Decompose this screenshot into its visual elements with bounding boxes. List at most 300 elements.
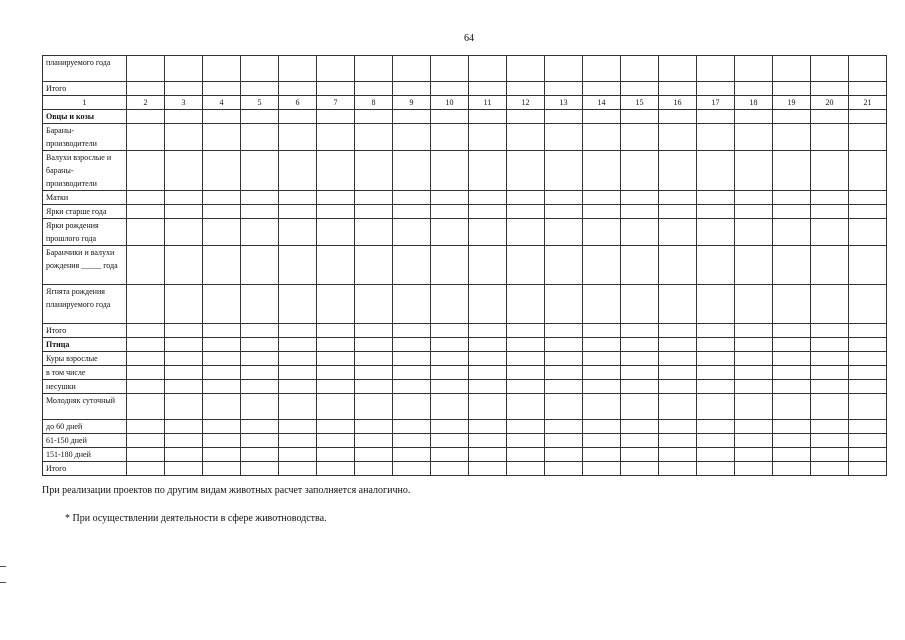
table-cell — [697, 285, 735, 324]
table-cell — [621, 380, 659, 394]
table-cell — [279, 338, 317, 352]
table-cell — [279, 56, 317, 82]
table-cell — [203, 56, 241, 82]
table-cell — [393, 448, 431, 462]
table-cell — [811, 191, 849, 205]
table-cell — [583, 394, 621, 420]
table-cell — [507, 191, 545, 205]
table-cell — [355, 434, 393, 448]
table-cell — [697, 324, 735, 338]
table-cell — [431, 191, 469, 205]
table-cell — [241, 151, 279, 191]
table-cell — [773, 394, 811, 420]
table-cell — [203, 352, 241, 366]
table-cell — [279, 124, 317, 151]
row-label: Итого — [43, 462, 127, 476]
table-cell — [165, 338, 203, 352]
table-cell — [735, 448, 773, 462]
table-cell — [241, 448, 279, 462]
table-cell — [279, 394, 317, 420]
table-cell — [545, 56, 583, 82]
table-cell — [773, 352, 811, 366]
table-cell — [203, 82, 241, 96]
table-cell — [659, 434, 697, 448]
table-cell — [735, 110, 773, 124]
table-cell — [507, 205, 545, 219]
table-cell — [583, 82, 621, 96]
table-cell — [431, 124, 469, 151]
table-cell — [811, 285, 849, 324]
table-cell — [849, 324, 887, 338]
table-cell — [621, 219, 659, 246]
table-cell — [659, 219, 697, 246]
table-cell — [127, 82, 165, 96]
table-cell — [697, 246, 735, 285]
table-cell — [849, 448, 887, 462]
table-cell — [317, 82, 355, 96]
table-cell — [621, 338, 659, 352]
row-label: Молодняк суточный — [43, 394, 127, 420]
column-number-row — [43, 96, 887, 110]
table-cell — [849, 420, 887, 434]
table-row — [43, 338, 887, 352]
table-cell — [203, 338, 241, 352]
table-cell — [431, 420, 469, 434]
table-cell — [317, 352, 355, 366]
table-cell — [127, 56, 165, 82]
table-cell — [659, 151, 697, 191]
table-cell — [241, 324, 279, 338]
table-cell — [735, 352, 773, 366]
table-cell — [431, 448, 469, 462]
table-cell — [811, 338, 849, 352]
column-number: 15 — [621, 96, 659, 110]
table-cell — [659, 285, 697, 324]
table-cell — [393, 246, 431, 285]
table-cell — [393, 56, 431, 82]
table-cell — [697, 151, 735, 191]
table-cell — [165, 324, 203, 338]
column-number: 4 — [203, 96, 241, 110]
table-cell — [507, 380, 545, 394]
table-cell — [773, 219, 811, 246]
table-cell — [165, 205, 203, 219]
table-cell — [317, 110, 355, 124]
table-cell — [241, 110, 279, 124]
table-cell — [773, 205, 811, 219]
table-cell — [127, 338, 165, 352]
row-label: Птица — [43, 338, 127, 352]
table-row — [43, 448, 887, 462]
table-cell — [697, 352, 735, 366]
table-cell — [849, 82, 887, 96]
row-label: до 60 дней — [43, 420, 127, 434]
table-cell — [241, 434, 279, 448]
table-cell — [811, 394, 849, 420]
table-cell — [507, 352, 545, 366]
table-cell — [507, 82, 545, 96]
table-cell — [583, 324, 621, 338]
table-cell — [279, 191, 317, 205]
table-cell — [355, 448, 393, 462]
table-cell — [317, 448, 355, 462]
table-row — [43, 205, 887, 219]
table-cell — [203, 191, 241, 205]
table-cell — [545, 151, 583, 191]
table-row — [43, 352, 887, 366]
table-cell — [127, 110, 165, 124]
table-cell — [203, 205, 241, 219]
table-cell — [849, 434, 887, 448]
table-cell — [621, 324, 659, 338]
table-row — [43, 191, 887, 205]
table-cell — [469, 324, 507, 338]
table-cell — [203, 420, 241, 434]
table-cell — [127, 324, 165, 338]
table-cell — [811, 434, 849, 448]
table-cell — [241, 394, 279, 420]
table-cell — [659, 110, 697, 124]
table-cell — [279, 448, 317, 462]
table-cell — [393, 352, 431, 366]
table-cell — [241, 82, 279, 96]
table-cell — [583, 352, 621, 366]
table-cell — [431, 434, 469, 448]
table-cell — [811, 82, 849, 96]
table-cell — [279, 110, 317, 124]
table-cell — [773, 246, 811, 285]
table-cell — [127, 246, 165, 285]
note-other-animals: При реализации проектов по другим видам животных расчет заполняется аналогично. — [42, 485, 411, 496]
table-row — [43, 462, 887, 476]
table-cell — [545, 420, 583, 434]
table-cell — [317, 338, 355, 352]
table-cell — [659, 366, 697, 380]
table-cell — [431, 366, 469, 380]
table-cell — [393, 338, 431, 352]
table-cell — [583, 380, 621, 394]
table-cell — [241, 191, 279, 205]
table-row — [43, 285, 887, 324]
table-cell — [393, 219, 431, 246]
table-cell — [773, 366, 811, 380]
livestock-table — [42, 55, 887, 476]
column-number: 10 — [431, 96, 469, 110]
table-cell — [773, 56, 811, 82]
table-cell — [735, 366, 773, 380]
table-cell — [507, 366, 545, 380]
table-cell — [165, 219, 203, 246]
table-cell — [507, 338, 545, 352]
table-cell — [279, 380, 317, 394]
table-cell — [317, 191, 355, 205]
margin-mark — [0, 582, 6, 583]
column-number: 13 — [545, 96, 583, 110]
table-cell — [697, 448, 735, 462]
column-number: 19 — [773, 96, 811, 110]
table-cell — [659, 82, 697, 96]
table-cell — [849, 151, 887, 191]
table-cell — [507, 246, 545, 285]
table-cell — [507, 110, 545, 124]
table-cell — [241, 366, 279, 380]
table-cell — [773, 420, 811, 434]
table-cell — [431, 285, 469, 324]
column-number: 12 — [507, 96, 545, 110]
table-cell — [317, 205, 355, 219]
table-cell — [697, 205, 735, 219]
table-cell — [165, 420, 203, 434]
table-cell — [127, 352, 165, 366]
table-cell — [697, 434, 735, 448]
table-row — [43, 366, 887, 380]
table-cell — [849, 219, 887, 246]
table-cell — [773, 191, 811, 205]
table-cell — [735, 56, 773, 82]
table-cell — [773, 338, 811, 352]
row-label: Бараны-производители — [43, 124, 127, 151]
row-label: Ярки старше года — [43, 205, 127, 219]
row-label: несушки — [43, 380, 127, 394]
table-cell — [393, 434, 431, 448]
table-cell — [469, 338, 507, 352]
table-cell — [127, 151, 165, 191]
table-cell — [773, 110, 811, 124]
table-cell — [393, 285, 431, 324]
margin-mark — [0, 566, 6, 567]
table-cell — [659, 56, 697, 82]
table-cell — [469, 82, 507, 96]
table-cell — [127, 205, 165, 219]
table-cell — [469, 380, 507, 394]
table-cell — [583, 124, 621, 151]
table-cell — [507, 462, 545, 476]
table-cell — [355, 56, 393, 82]
table-cell — [849, 56, 887, 82]
column-number: 17 — [697, 96, 735, 110]
table-cell — [279, 246, 317, 285]
table-cell — [545, 285, 583, 324]
table-cell — [735, 394, 773, 420]
table-cell — [811, 110, 849, 124]
table-cell — [621, 420, 659, 434]
table-cell — [545, 394, 583, 420]
table-cell — [735, 380, 773, 394]
table-cell — [355, 394, 393, 420]
column-number: 6 — [279, 96, 317, 110]
table-cell — [507, 151, 545, 191]
table-cell — [659, 352, 697, 366]
table-cell — [165, 448, 203, 462]
table-cell — [203, 246, 241, 285]
table-cell — [203, 394, 241, 420]
table-cell — [507, 124, 545, 151]
column-number: 16 — [659, 96, 697, 110]
table-cell — [735, 82, 773, 96]
table-cell — [583, 219, 621, 246]
table-cell — [583, 338, 621, 352]
table-cell — [849, 394, 887, 420]
table-cell — [697, 394, 735, 420]
table-cell — [165, 56, 203, 82]
table-cell — [849, 246, 887, 285]
table-cell — [469, 462, 507, 476]
table-cell — [279, 324, 317, 338]
table-cell — [583, 56, 621, 82]
table-row — [43, 219, 887, 246]
table-cell — [431, 352, 469, 366]
table-cell — [545, 338, 583, 352]
table-cell — [431, 246, 469, 285]
table-cell — [621, 110, 659, 124]
table-cell — [545, 324, 583, 338]
row-label: Ярки рождения прошлого года — [43, 219, 127, 246]
table-cell — [317, 394, 355, 420]
table-cell — [735, 151, 773, 191]
table-cell — [545, 82, 583, 96]
table-cell — [773, 124, 811, 151]
table-cell — [735, 219, 773, 246]
table-cell — [773, 448, 811, 462]
table-cell — [203, 448, 241, 462]
table-cell — [697, 219, 735, 246]
row-label: 61-150 дней — [43, 434, 127, 448]
table-cell — [811, 246, 849, 285]
column-number: 14 — [583, 96, 621, 110]
table-cell — [127, 434, 165, 448]
table-cell — [393, 324, 431, 338]
table-cell — [355, 324, 393, 338]
table-row — [43, 82, 887, 96]
table-cell — [735, 285, 773, 324]
table-cell — [545, 366, 583, 380]
table-cell — [241, 205, 279, 219]
table-cell — [165, 191, 203, 205]
table-cell — [773, 285, 811, 324]
table-cell — [279, 434, 317, 448]
table-cell — [355, 366, 393, 380]
table-cell — [165, 366, 203, 380]
table-cell — [355, 462, 393, 476]
column-number: 7 — [317, 96, 355, 110]
row-label: 151-180 дней — [43, 448, 127, 462]
table-row — [43, 110, 887, 124]
table-cell — [469, 124, 507, 151]
table-cell — [203, 380, 241, 394]
table-cell — [735, 434, 773, 448]
table-cell — [507, 420, 545, 434]
table-cell — [621, 394, 659, 420]
table-cell — [697, 191, 735, 205]
table-cell — [849, 285, 887, 324]
table-cell — [735, 420, 773, 434]
table-cell — [545, 191, 583, 205]
table-cell — [165, 82, 203, 96]
table-cell — [849, 352, 887, 366]
table-cell — [127, 124, 165, 151]
table-cell — [241, 56, 279, 82]
table-cell — [317, 246, 355, 285]
table-cell — [165, 285, 203, 324]
table-cell — [735, 324, 773, 338]
column-number: 2 — [127, 96, 165, 110]
table-cell — [507, 56, 545, 82]
table-cell — [583, 110, 621, 124]
table-cell — [583, 462, 621, 476]
table-cell — [583, 191, 621, 205]
table-cell — [583, 434, 621, 448]
table-cell — [849, 338, 887, 352]
table-cell — [811, 380, 849, 394]
table-cell — [811, 56, 849, 82]
table-cell — [355, 285, 393, 324]
table-cell — [659, 420, 697, 434]
table-cell — [507, 324, 545, 338]
table-cell — [659, 205, 697, 219]
row-label: Баранчики и валухи рождения _____ года — [43, 246, 127, 285]
table-cell — [469, 448, 507, 462]
table-cell — [583, 205, 621, 219]
table-cell — [431, 338, 469, 352]
table-cell — [469, 110, 507, 124]
table-row — [43, 420, 887, 434]
table-cell — [317, 124, 355, 151]
table-cell — [583, 246, 621, 285]
table-cell — [127, 448, 165, 462]
table-cell — [659, 448, 697, 462]
table-cell — [735, 246, 773, 285]
table-cell — [393, 205, 431, 219]
table-cell — [165, 462, 203, 476]
table-cell — [165, 151, 203, 191]
table-cell — [317, 434, 355, 448]
table-cell — [697, 82, 735, 96]
table-cell — [811, 151, 849, 191]
table-cell — [279, 420, 317, 434]
table-cell — [127, 366, 165, 380]
table-cell — [811, 420, 849, 434]
table-cell — [735, 205, 773, 219]
table-cell — [393, 380, 431, 394]
table-cell — [849, 462, 887, 476]
table-cell — [355, 124, 393, 151]
table-cell — [659, 338, 697, 352]
table-cell — [241, 246, 279, 285]
table-cell — [393, 124, 431, 151]
table-cell — [697, 366, 735, 380]
table-cell — [583, 448, 621, 462]
table-cell — [773, 151, 811, 191]
table-cell — [393, 462, 431, 476]
table-cell — [355, 191, 393, 205]
table-cell — [697, 380, 735, 394]
table-cell — [355, 82, 393, 96]
column-number: 3 — [165, 96, 203, 110]
table-cell — [469, 434, 507, 448]
column-number: 8 — [355, 96, 393, 110]
table-cell — [469, 191, 507, 205]
table-cell — [507, 285, 545, 324]
table-cell — [165, 246, 203, 285]
table-cell — [659, 246, 697, 285]
table-cell — [279, 352, 317, 366]
table-cell — [621, 285, 659, 324]
table-cell — [507, 448, 545, 462]
table-cell — [735, 191, 773, 205]
column-number: 21 — [849, 96, 887, 110]
table-cell — [203, 151, 241, 191]
row-label: Ягнята рождения планируемого года — [43, 285, 127, 324]
